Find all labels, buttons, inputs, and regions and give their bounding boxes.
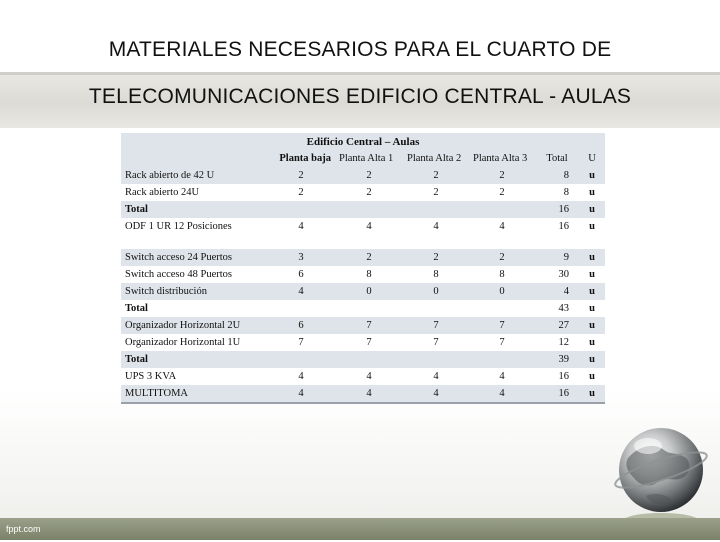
header-planta-alta-3: Planta Alta 3 xyxy=(469,150,535,167)
row-total: 9 xyxy=(535,249,579,266)
row-value-pb: 4 xyxy=(267,368,335,385)
row-item-name: Organizador Horizontal 2U xyxy=(121,317,267,334)
row-value-pb: 3 xyxy=(267,249,335,266)
materials-table xyxy=(121,133,605,402)
row-value-pb: 4 xyxy=(267,385,335,402)
row-value-a2 xyxy=(403,300,469,317)
row-value-pb: 2 xyxy=(267,184,335,201)
row-value-a3: 2 xyxy=(469,249,535,266)
row-value-pb xyxy=(267,351,335,368)
row-total: 8 xyxy=(535,184,579,201)
row-item-name: UPS 3 KVA xyxy=(121,368,267,385)
row-value-pb xyxy=(267,300,335,317)
header-planta-alta-1: Planta Alta 1 xyxy=(335,150,403,167)
row-item-name: Total xyxy=(121,300,267,317)
row-value-a1 xyxy=(335,201,403,218)
row-total: 16 xyxy=(535,218,579,235)
row-value-a2: 2 xyxy=(403,167,469,184)
row-unit: u xyxy=(579,334,605,351)
row-value-a2: 7 xyxy=(403,334,469,351)
row-item-name: MULTITOMA xyxy=(121,385,267,402)
header-planta-baja: Planta baja xyxy=(267,150,335,167)
row-value-a2 xyxy=(403,351,469,368)
table-row xyxy=(121,184,605,201)
row-value-a1: 4 xyxy=(335,385,403,402)
table-body xyxy=(121,167,605,402)
row-total: 12 xyxy=(535,334,579,351)
row-total: 39 xyxy=(535,351,579,368)
row-value-a3 xyxy=(469,351,535,368)
row-unit: u xyxy=(579,249,605,266)
table-row xyxy=(121,385,605,402)
row-value-a3: 2 xyxy=(469,184,535,201)
row-value-a3: 0 xyxy=(469,283,535,300)
table-row xyxy=(121,283,605,300)
row-item-name: Switch acceso 24 Puertos xyxy=(121,249,267,266)
row-value-a3: 4 xyxy=(469,385,535,402)
row-value-a3: 4 xyxy=(469,368,535,385)
row-value-pb: 4 xyxy=(267,218,335,235)
row-unit: u xyxy=(579,184,605,201)
row-item-name: Total xyxy=(121,351,267,368)
row-total: 30 xyxy=(535,266,579,283)
row-value-a2: 2 xyxy=(403,249,469,266)
row-total: 43 xyxy=(535,300,579,317)
row-value-pb: 6 xyxy=(267,317,335,334)
table-row xyxy=(121,266,605,283)
row-value-a1: 2 xyxy=(335,184,403,201)
row-value-pb: 4 xyxy=(267,283,335,300)
row-item-name: Total xyxy=(121,201,267,218)
row-value-a2: 4 xyxy=(403,218,469,235)
row-item-name: ODF 1 UR 12 Posiciones xyxy=(121,218,267,235)
table-caption: Edificio Central – Aulas xyxy=(121,133,605,150)
row-total: 4 xyxy=(535,283,579,300)
row-total: 16 xyxy=(535,368,579,385)
table-caption-row xyxy=(121,133,605,150)
table-row xyxy=(121,300,605,317)
row-value-a1: 8 xyxy=(335,266,403,283)
row-value-a3 xyxy=(469,201,535,218)
row-value-a1: 7 xyxy=(335,317,403,334)
row-value-a3: 7 xyxy=(469,317,535,334)
header-planta-alta-2: Planta Alta 2 xyxy=(403,150,469,167)
row-unit: u xyxy=(579,385,605,402)
header-total: Total xyxy=(535,150,579,167)
table-row xyxy=(121,218,605,235)
row-value-a3: 8 xyxy=(469,266,535,283)
row-value-a1: 4 xyxy=(335,218,403,235)
materials-table-container xyxy=(121,133,605,404)
table-row xyxy=(121,249,605,266)
row-total: 27 xyxy=(535,317,579,334)
row-unit: u xyxy=(579,317,605,334)
header-item xyxy=(121,150,267,167)
row-unit: u xyxy=(579,368,605,385)
row-value-a2 xyxy=(403,201,469,218)
row-value-a1: 0 xyxy=(335,283,403,300)
slide-title-line-2: TELECOMUNICACIONES EDIFICIO CENTRAL - AULAS xyxy=(88,85,632,108)
table-row xyxy=(121,351,605,368)
row-value-a1: 2 xyxy=(335,167,403,184)
header-unit: U xyxy=(579,150,605,167)
spacer-cell xyxy=(121,235,605,249)
table-row xyxy=(121,201,605,218)
title-band-edge xyxy=(0,72,720,75)
row-value-a2: 7 xyxy=(403,317,469,334)
row-value-a2: 8 xyxy=(403,266,469,283)
row-unit: u xyxy=(579,300,605,317)
row-item-name: Switch acceso 48 Puertos xyxy=(121,266,267,283)
row-item-name: Organizador Horizontal 1U xyxy=(121,334,267,351)
row-value-a1: 4 xyxy=(335,368,403,385)
table-row xyxy=(121,167,605,184)
row-value-pb: 6 xyxy=(267,266,335,283)
row-value-a1 xyxy=(335,351,403,368)
spacer-row xyxy=(121,235,605,249)
table-row xyxy=(121,317,605,334)
row-value-a3: 4 xyxy=(469,218,535,235)
footer-bar xyxy=(0,518,720,540)
row-value-a1: 7 xyxy=(335,334,403,351)
row-total: 16 xyxy=(535,201,579,218)
row-value-a2: 2 xyxy=(403,184,469,201)
row-value-a3: 7 xyxy=(469,334,535,351)
slide-title-line-1: MATERIALES NECESARIOS PARA EL CUARTO DE xyxy=(108,38,612,61)
table-row xyxy=(121,368,605,385)
row-value-a2: 4 xyxy=(403,368,469,385)
row-value-a1 xyxy=(335,300,403,317)
table-header-row xyxy=(121,150,605,167)
row-value-a3: 2 xyxy=(469,167,535,184)
row-unit: u xyxy=(579,167,605,184)
row-unit: u xyxy=(579,266,605,283)
watermark-text: fppt.com xyxy=(6,524,41,534)
row-total: 16 xyxy=(535,385,579,402)
table-row xyxy=(121,334,605,351)
row-unit: u xyxy=(579,283,605,300)
row-value-a1: 2 xyxy=(335,249,403,266)
row-unit: u xyxy=(579,218,605,235)
row-unit: u xyxy=(579,201,605,218)
row-value-a2: 0 xyxy=(403,283,469,300)
row-value-a2: 4 xyxy=(403,385,469,402)
row-value-pb xyxy=(267,201,335,218)
row-value-pb: 7 xyxy=(267,334,335,351)
row-item-name: Switch distribución xyxy=(121,283,267,300)
row-item-name: Rack abierto 24U xyxy=(121,184,267,201)
row-value-pb: 2 xyxy=(267,167,335,184)
row-value-a3 xyxy=(469,300,535,317)
row-total: 8 xyxy=(535,167,579,184)
row-item-name: Rack abierto de 42 U xyxy=(121,167,267,184)
row-unit: u xyxy=(579,351,605,368)
